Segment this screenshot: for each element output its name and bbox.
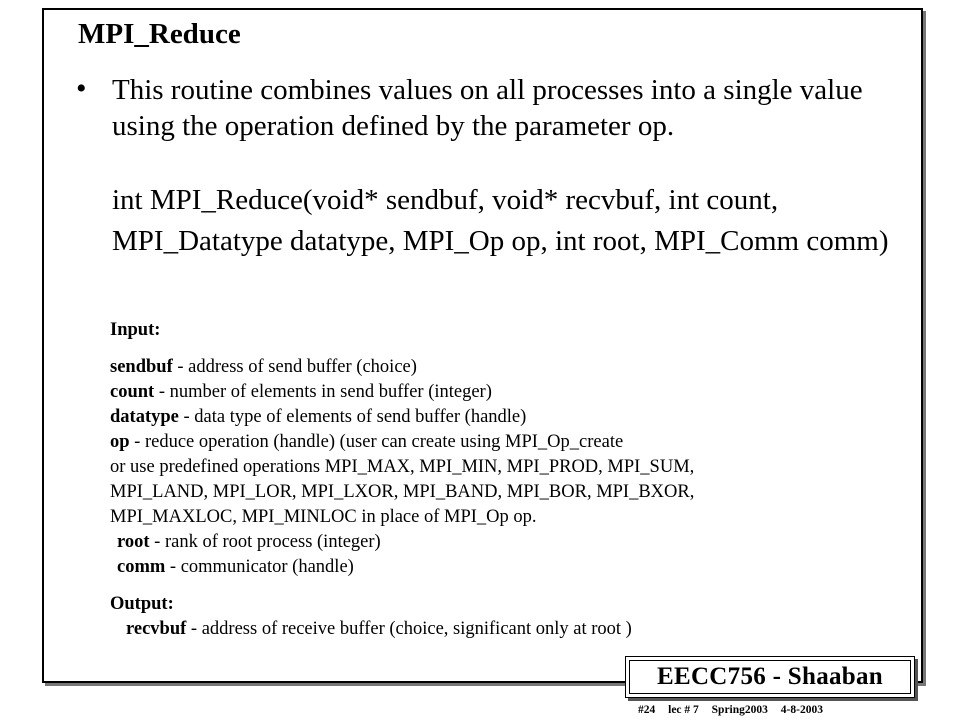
op-line: MPI_MAXLOC, MPI_MINLOC in place of MPI_Op op. [110, 507, 537, 527]
footer-lecture: lec # 7 [668, 704, 699, 716]
param-op: op - reduce operation (handle) (user can create using MPI_Op_create [110, 432, 624, 452]
footer-term: Spring2003 [711, 704, 768, 716]
footer-date: 4-8-2003 [780, 704, 823, 716]
slide-footer [638, 704, 833, 716]
param-recvbuf: recvbuf - address of receive buffer (choice, significant only at root ) [126, 619, 632, 639]
op-line: or use predefined operations MPI_MAX, MPI_MIN, MPI_PROD, MPI_SUM, [110, 457, 695, 477]
param-count: count - number of elements in send buffer (integer) [110, 382, 492, 402]
function-prototype: int MPI_Reduce(void* sendbuf, void* recvbuf, int count, MPI_Datatype datatype, MPI_Op op, int root, MPI_Comm comm) [112, 184, 889, 257]
bullet-marker: • [76, 72, 87, 105]
param-root: root - rank of root process (integer) [117, 532, 381, 552]
footer-slide-number: #24 [638, 704, 656, 716]
param-comm: comm - communicator (handle) [117, 557, 354, 577]
param-sendbuf: sendbuf - address of send buffer (choice) [110, 357, 417, 377]
course-badge [625, 656, 915, 698]
param-datatype: datatype - data type of elements of send buffer (handle) [110, 407, 527, 427]
parameter-list [110, 318, 900, 642]
op-line: MPI_LAND, MPI_LOR, MPI_LXOR, MPI_BAND, MPI_BOR, MPI_BXOR, [110, 482, 695, 502]
course-badge-label: EECC756 - Shaaban [629, 660, 911, 694]
slide-title: MPI_Reduce [78, 18, 241, 50]
input-heading: Input: [110, 320, 161, 340]
bullet-description: This routine combines values on all processes into a single value using the operation defined by the parameter op. [112, 74, 863, 142]
output-heading: Output: [110, 594, 174, 614]
